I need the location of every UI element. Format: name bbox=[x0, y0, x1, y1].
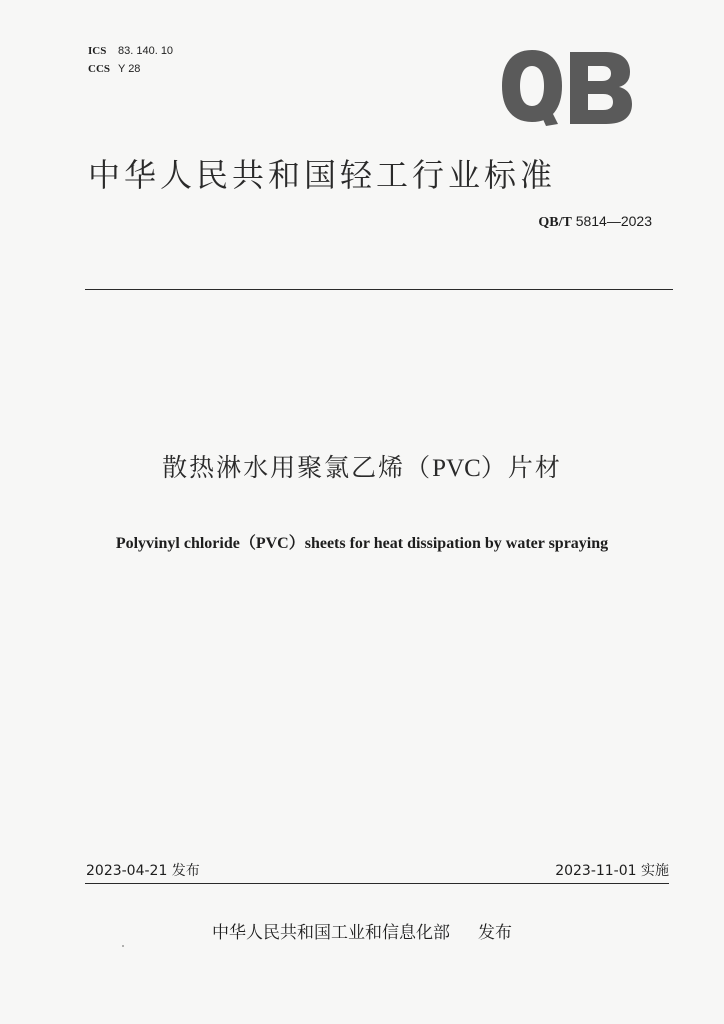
qb-logo bbox=[498, 48, 634, 128]
document-title-english: Polyvinyl chloride（PVC）sheets for heat dissipation by water spraying bbox=[115, 535, 609, 552]
top-divider bbox=[85, 289, 673, 290]
ccs-code bbox=[88, 60, 173, 78]
title-zh-prefix: 散热淋水用聚氯乙烯（ bbox=[162, 453, 433, 482]
ccs-label: CCS bbox=[88, 63, 111, 75]
scan-speck bbox=[122, 945, 124, 947]
implementation-date: 2023-11-01 实施 bbox=[555, 863, 669, 879]
ics-label: ICS bbox=[88, 45, 107, 57]
standard-number bbox=[538, 213, 652, 231]
document-title-chinese bbox=[0, 448, 724, 484]
standard-number-value: 5814—2023 bbox=[571, 213, 652, 229]
publisher bbox=[0, 918, 724, 943]
ccs-value: Y 28 bbox=[118, 63, 141, 75]
title-zh-latin: PVC bbox=[432, 455, 481, 482]
classification-codes bbox=[88, 42, 173, 78]
issue-date: 2023-04-21 发布 bbox=[86, 863, 200, 879]
bottom-divider bbox=[85, 883, 669, 884]
title-zh-suffix: ）片材 bbox=[480, 453, 562, 482]
standard-number-prefix: QB/T bbox=[538, 215, 572, 230]
publisher-verb: 发布 bbox=[478, 923, 512, 943]
ics-code bbox=[88, 42, 173, 60]
publisher-name: 中华人民共和国工业和信息化部 bbox=[212, 923, 450, 943]
ics-value: 83. 140. 10 bbox=[118, 45, 174, 57]
standard-category-title: 中华人民共和国轻工行业标准 bbox=[88, 156, 557, 194]
